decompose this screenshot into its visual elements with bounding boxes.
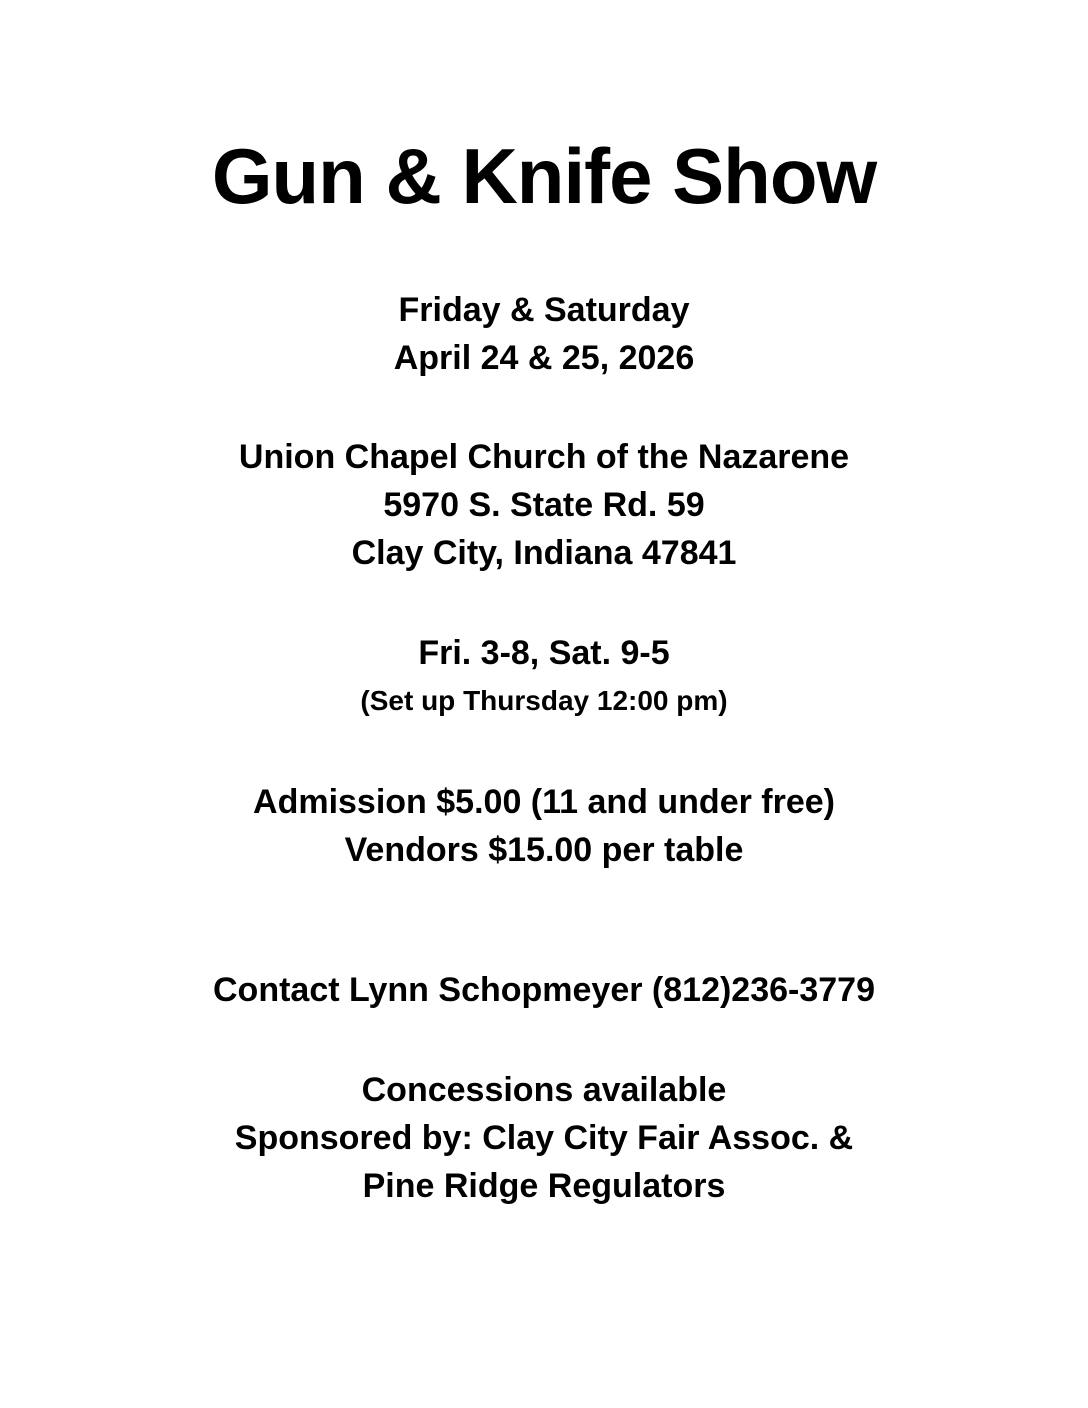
- pricing-section: [0, 778, 1088, 874]
- contact-info: Contact Lynn Schopmeyer (812)236-3779: [213, 971, 875, 1009]
- venue-city: Clay City, Indiana 47841: [351, 534, 737, 572]
- show-hours: Fri. 3-8, Sat. 9-5: [418, 634, 670, 672]
- dates-section: [0, 286, 1088, 382]
- event-days: Friday & Saturday: [398, 291, 690, 329]
- event-date: April 24 & 25, 2026: [393, 339, 695, 377]
- footer-section: [0, 1066, 1088, 1210]
- contact-section: [0, 966, 1088, 1014]
- admission-price: Admission $5.00 (11 and under free): [253, 783, 835, 821]
- venue-name: Union Chapel Church of the Nazarene: [238, 438, 850, 476]
- venue-section: [0, 433, 1088, 577]
- sponsor-line-1: Sponsored by: Clay City Fair Assoc. &: [234, 1119, 854, 1157]
- vendor-fee: Vendors $15.00 per table: [344, 831, 744, 869]
- hours-section: [0, 629, 1088, 725]
- venue-street: 5970 S. State Rd. 59: [383, 486, 705, 524]
- concessions-note: Concessions available: [361, 1071, 727, 1109]
- setup-note: (Set up Thursday 12:00 pm): [360, 685, 728, 716]
- flyer-title: Gun & Knife Show: [211, 132, 877, 220]
- sponsor-line-2: Pine Ridge Regulators: [362, 1167, 726, 1205]
